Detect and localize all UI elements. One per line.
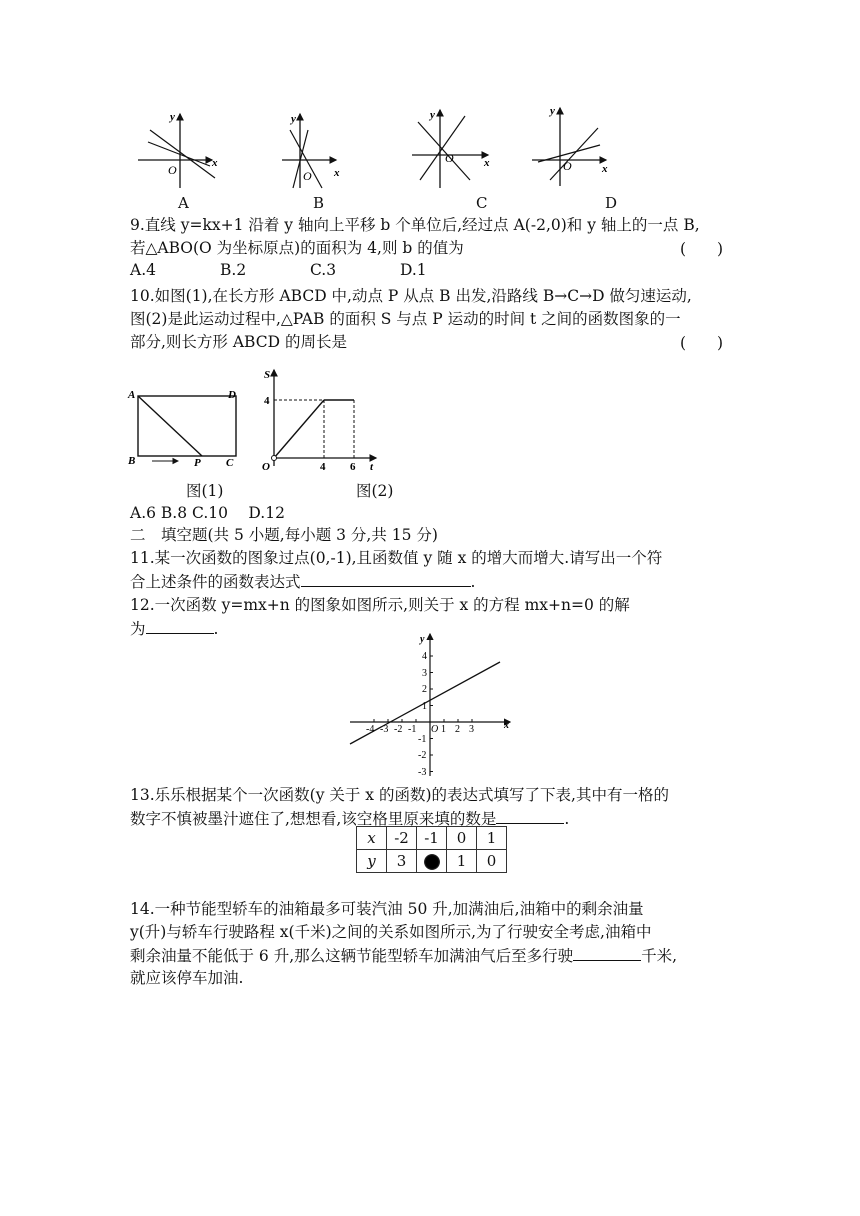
graph-option-b (282, 113, 340, 188)
fig1-label-c: C (226, 457, 234, 468)
q12-xtick: 3 (469, 724, 474, 735)
graph-b-axis-x: x (334, 167, 340, 179)
q13-line2-pre: 数字不慎被墨汁遮住了,想想看,该空格里原来填的数是 (130, 810, 497, 828)
graph-d-axis-y: y (550, 105, 555, 117)
q10-line1: 10.如图(1),在长方形 ABCD 中,动点 P 从点 B 出发,沿路线 B→C→D 做匀速运动, (130, 287, 692, 305)
graph-c-axis-y: y (430, 109, 435, 121)
q12-ytick: -1 (418, 734, 427, 745)
q12-xtick: -3 (380, 724, 389, 735)
q11-line2-pre: 合上述条件的函数表达式 (130, 573, 301, 591)
q12-axis-x: x (504, 720, 509, 731)
table-row (357, 850, 507, 873)
graph-a-axis-x: x (212, 157, 218, 169)
graph-option-a (138, 111, 218, 188)
graph-label-b: B (313, 194, 325, 212)
table-row (357, 827, 507, 850)
q10-line2: 图(2)是此运动过程中,△PAB 的面积 S 与点 P 运动的时间 t 之间的函数图象的一 (130, 310, 681, 328)
table-cell: y (357, 850, 387, 873)
q14-line2: y(升)与轿车行驶路程 x(千米)之间的关系如图所示,为了行驶安全考虑,油箱中 (130, 923, 652, 941)
graph-a-origin: O (168, 163, 177, 177)
ink-blot-icon (424, 854, 440, 870)
q12-ytick: -2 (418, 750, 427, 761)
graph-c-axis-x: x (484, 157, 490, 169)
fig2-label-y4: 4 (264, 395, 270, 407)
q12-ytick: 1 (422, 701, 427, 712)
q9-line1: 9.直线 y=kx+1 沿着 y 轴向上平移 b 个单位后,经过点 A(-2,0)和 y 轴上的一点 B, (130, 216, 700, 234)
q12-ytick: -3 (418, 767, 427, 778)
graph-option-d (532, 105, 608, 186)
table-cell: 1 (447, 850, 477, 873)
graph-option-c (412, 109, 490, 188)
q11-line2-post: . (470, 573, 476, 591)
table-cell: x (357, 827, 387, 850)
q12-ytick: 4 (422, 651, 427, 662)
q12-line1: 12.一次函数 y=mx+n 的图象如图所示,则关于 x 的方程 mx+n=0 的解 (130, 596, 630, 614)
fig2-label-t: t (370, 461, 374, 473)
fig2-label-o: O (262, 461, 270, 473)
q9-line2: 若△ABO(O 为坐标原点)的面积为 4,则 b 的值为 (130, 239, 464, 257)
q10-fig2-caption: 图(2) (356, 482, 394, 500)
q12-ytick: 3 (422, 668, 427, 679)
q11-line1: 11.某一次函数的图象过点(0,-1),且函数值 y 随 x 的增大而增大.请写出一个符 (130, 549, 663, 567)
graph-label-d: D (605, 194, 618, 212)
q10-figure-1 (126, 382, 244, 468)
q14-line3-pre: 剩余油量不能低于 6 升,那么这辆节能型轿车加满油气后至多行驶 (130, 947, 574, 965)
q14-line4: 就应该停车加油. (130, 969, 244, 987)
section2-heading: 二 填空题(共 5 小题,每小题 3 分,共 15 分) (130, 526, 438, 544)
fig2-label-s: S (264, 369, 271, 381)
q12-xtick: 2 (455, 724, 460, 735)
table-cell: -1 (417, 827, 447, 850)
graph-c-origin: O (445, 151, 454, 165)
q13-line2-post: . (564, 810, 570, 828)
graph-d-origin: O (563, 159, 572, 173)
fig1-label-a: A (128, 389, 136, 401)
fig2-label-x6: 6 (350, 461, 356, 473)
fig2-label-x4: 4 (320, 461, 326, 473)
q12-graph (346, 630, 516, 780)
q12-xtick: -1 (408, 724, 417, 735)
q14-answer-blank[interactable] (573, 944, 641, 961)
graph-b-origin: O (303, 169, 312, 183)
q14-line3-post: 千米, (641, 947, 678, 965)
q9-option-a: A.4 (130, 261, 156, 279)
option-graphs-row (130, 100, 630, 195)
table-cell: 3 (387, 850, 417, 873)
q9-options (130, 261, 450, 283)
q10-options: A.6 B.8 C.10 D.12 (130, 504, 285, 522)
q9-answer-paren: ( ) (680, 240, 724, 258)
q12-line2 (130, 617, 218, 640)
q12-xtick: 1 (441, 724, 446, 735)
q9-option-d: D.1 (400, 261, 427, 279)
q12-ytick: 2 (422, 684, 427, 695)
fig1-label-d: D (228, 389, 236, 401)
graph-label-a: A (178, 194, 189, 212)
q12-line2-pre: 为 (130, 620, 146, 638)
graph-a-axis-y: y (170, 111, 175, 123)
q10-figure-2 (258, 366, 382, 474)
q14-line3 (130, 944, 677, 967)
q12-origin: O (431, 724, 439, 735)
graph-b-axis-y: y (291, 113, 296, 125)
q9-option-c: C.3 (310, 261, 337, 279)
graph-d-axis-x: x (602, 163, 608, 175)
q14-line1: 14.一种节能型轿车的油箱最多可装汽油 50 升,加满油后,油箱中的剩余油量 (130, 900, 644, 918)
fig1-label-b: B (128, 455, 136, 467)
fig1-label-p: P (194, 457, 201, 468)
q10-fig1-caption: 图(1) (186, 482, 224, 500)
q13-answer-blank[interactable] (496, 807, 564, 824)
q12-xtick: -2 (394, 724, 403, 735)
q11-answer-blank[interactable] (301, 570, 471, 587)
table-cell: 1 (477, 827, 507, 850)
q12-answer-blank[interactable] (146, 617, 214, 634)
graph-label-c: C (476, 194, 488, 212)
table-cell: -2 (387, 827, 417, 850)
table-cell: 0 (477, 850, 507, 873)
q12-axis-y: y (420, 634, 425, 645)
table-cell-ink-blot (417, 850, 447, 873)
q13-line1: 13.乐乐根据某个一次函数(y 关于 x 的函数)的表达式填写了下表,其中有一格的 (130, 786, 669, 804)
q10-answer-paren: ( ) (680, 334, 724, 352)
table-cell: 0 (447, 827, 477, 850)
q13-value-table (356, 826, 507, 873)
q11-line2 (130, 570, 475, 593)
q10-line3: 部分,则长方形 ABCD 的周长是 (130, 333, 347, 351)
q12-xtick: -4 (366, 724, 375, 735)
q12-line2-post: . (213, 620, 219, 638)
q9-option-b: B.2 (220, 261, 247, 279)
